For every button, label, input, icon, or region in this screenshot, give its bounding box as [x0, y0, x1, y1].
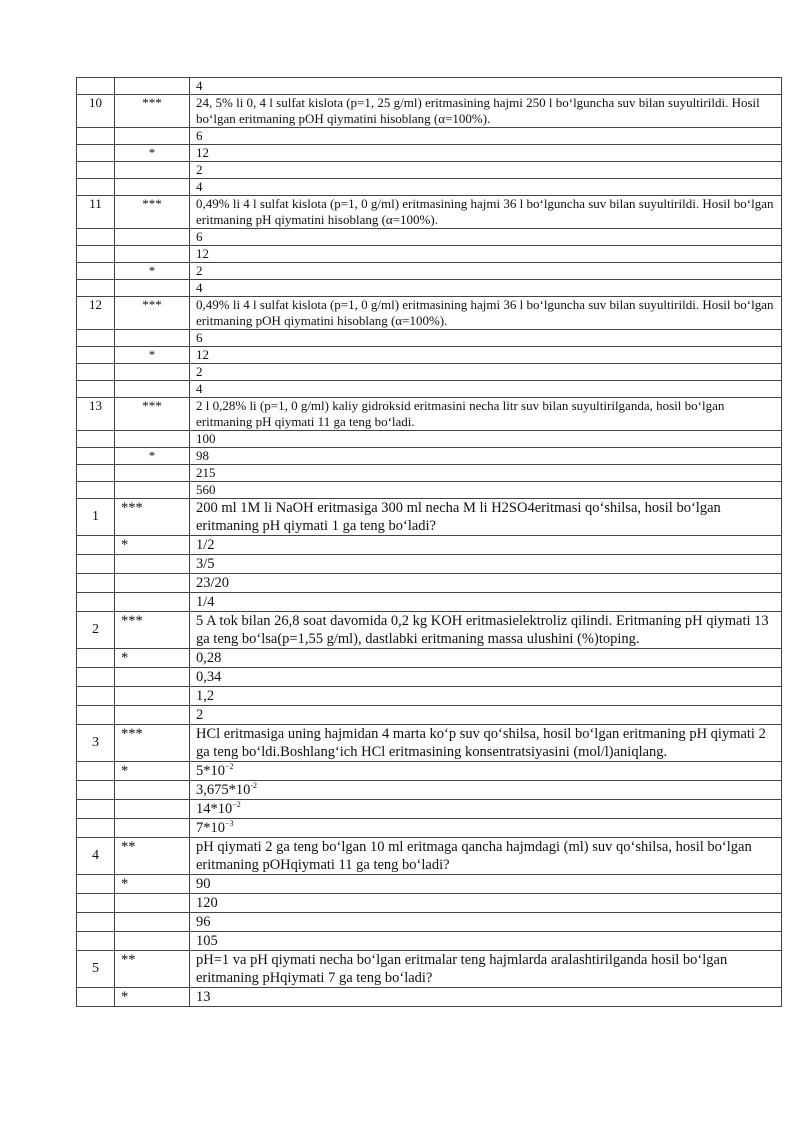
row-text-value: 4 — [196, 78, 203, 93]
table-row — [77, 465, 782, 482]
row-text — [190, 838, 782, 875]
row-text — [190, 781, 782, 800]
row-text — [190, 381, 782, 398]
row-text-value: 200 ml 1M li NaOH eritmasiga 300 ml necha M li H2SO4eritmasi qo‘shilsa, hosil bo‘lgan eritmaning pH qiymati 1 ga teng bo‘ladi? — [196, 500, 721, 534]
question-number — [77, 536, 115, 555]
row-text-value: 1/4 — [196, 594, 215, 610]
difficulty-mark: * — [115, 875, 190, 894]
row-text — [190, 347, 782, 364]
question-number — [77, 555, 115, 574]
row-text — [190, 128, 782, 145]
table-row — [77, 725, 782, 762]
table-row — [77, 800, 782, 819]
table-row — [77, 781, 782, 800]
row-text-value: 6 — [196, 229, 203, 244]
question-number: 10 — [77, 95, 115, 128]
question-number: 12 — [77, 297, 115, 330]
question-number — [77, 762, 115, 781]
row-text — [190, 145, 782, 162]
row-text-value: 7*10 — [196, 820, 225, 836]
row-text — [190, 95, 782, 128]
table-row — [77, 196, 782, 229]
difficulty-mark: * — [115, 145, 190, 162]
table-row — [77, 706, 782, 725]
row-text — [190, 762, 782, 781]
question-number — [77, 263, 115, 280]
question-number — [77, 706, 115, 725]
difficulty-mark — [115, 932, 190, 951]
row-text — [190, 78, 782, 95]
row-text-value: 13 — [196, 989, 211, 1005]
difficulty-mark — [115, 706, 190, 725]
row-text-value: 1,2 — [196, 688, 215, 704]
row-text-value: pH=1 va pH qiymati necha bo‘lgan eritmalar teng hajmlarda aralashtirilganda hosil bo‘lgan eritmaning pHqiymati 7 ga teng bo‘ladi? — [196, 952, 728, 986]
difficulty-mark — [115, 894, 190, 913]
row-text-value: 100 — [196, 431, 216, 446]
row-text — [190, 819, 782, 838]
row-text — [190, 894, 782, 913]
difficulty-mark: * — [115, 762, 190, 781]
question-number: 5 — [77, 951, 115, 988]
difficulty-mark — [115, 364, 190, 381]
row-text-value: pH qiymati 2 ga teng bo‘lgan 10 ml eritmaga qancha hajmdagi (ml) suv qo‘shilsa, hosil bo‘lgan eritmaning pOHqiymati 11 ga teng bo‘ladi? — [196, 839, 752, 873]
row-text-value: 4 — [196, 381, 203, 396]
difficulty-mark: * — [115, 263, 190, 280]
question-number — [77, 800, 115, 819]
row-text — [190, 499, 782, 536]
difficulty-mark — [115, 574, 190, 593]
questions-section-a — [77, 78, 782, 499]
difficulty-mark — [115, 280, 190, 297]
question-number: 11 — [77, 196, 115, 229]
row-text-value: 90 — [196, 876, 211, 892]
row-text — [190, 364, 782, 381]
question-number — [77, 229, 115, 246]
table-row — [77, 179, 782, 196]
question-number — [77, 668, 115, 687]
exponent: −3 — [225, 819, 234, 829]
row-text — [190, 593, 782, 612]
table-row — [77, 762, 782, 781]
question-number — [77, 128, 115, 145]
row-text-value: 4 — [196, 280, 203, 295]
question-number — [77, 448, 115, 465]
question-number — [77, 819, 115, 838]
row-text — [190, 725, 782, 762]
difficulty-mark — [115, 78, 190, 95]
row-text — [190, 706, 782, 725]
row-text — [190, 448, 782, 465]
table-row — [77, 687, 782, 706]
question-number: 3 — [77, 725, 115, 762]
row-text-value: 12 — [196, 145, 209, 160]
table-row — [77, 246, 782, 263]
row-text-value: HCl eritmasiga uning hajmidan 4 marta ko‘p suv qo‘shilsa, hosil bo‘lgan eritmaning pH qiymati 2 ga teng bo‘ldi.Boshlang‘ich HCl eritmasining konsentratsiyasini (mol/l)aniqlang. — [196, 726, 766, 760]
difficulty-mark: * — [115, 347, 190, 364]
table-row — [77, 668, 782, 687]
question-number — [77, 179, 115, 196]
row-text-value: 96 — [196, 914, 211, 930]
question-number — [77, 347, 115, 364]
difficulty-mark — [115, 179, 190, 196]
row-text — [190, 280, 782, 297]
question-number — [77, 465, 115, 482]
difficulty-mark: * — [115, 649, 190, 668]
difficulty-mark — [115, 431, 190, 448]
row-text — [190, 932, 782, 951]
exponent: -2 — [250, 781, 258, 791]
table-row — [77, 280, 782, 297]
table-row — [77, 499, 782, 536]
row-text — [190, 555, 782, 574]
question-number — [77, 687, 115, 706]
question-number — [77, 913, 115, 932]
row-text — [190, 229, 782, 246]
table-row — [77, 612, 782, 649]
difficulty-mark: *** — [115, 612, 190, 649]
table-row — [77, 78, 782, 95]
row-text-value: 2 — [196, 263, 203, 278]
difficulty-mark — [115, 781, 190, 800]
difficulty-mark: *** — [115, 398, 190, 431]
question-number: 1 — [77, 499, 115, 536]
table-row — [77, 330, 782, 347]
question-number — [77, 875, 115, 894]
row-text-value: 3,675*10 — [196, 782, 251, 798]
row-text — [190, 465, 782, 482]
table-row — [77, 448, 782, 465]
question-number — [77, 364, 115, 381]
table-row — [77, 229, 782, 246]
row-text — [190, 875, 782, 894]
row-text-value: 5*10 — [196, 763, 225, 779]
exponent: −2 — [225, 762, 234, 772]
questions-section-b — [77, 499, 782, 1007]
question-number — [77, 330, 115, 347]
difficulty-mark — [115, 229, 190, 246]
table-row — [77, 398, 782, 431]
row-text-value: 3/5 — [196, 556, 215, 572]
difficulty-mark: * — [115, 448, 190, 465]
row-text — [190, 951, 782, 988]
difficulty-mark — [115, 555, 190, 574]
question-number — [77, 78, 115, 95]
difficulty-mark: *** — [115, 725, 190, 762]
row-text-value: 0,28 — [196, 650, 222, 666]
difficulty-mark — [115, 687, 190, 706]
difficulty-mark — [115, 330, 190, 347]
difficulty-mark: *** — [115, 196, 190, 229]
question-number — [77, 574, 115, 593]
table-row — [77, 593, 782, 612]
question-number — [77, 381, 115, 398]
question-number — [77, 593, 115, 612]
row-text — [190, 297, 782, 330]
difficulty-mark: *** — [115, 95, 190, 128]
row-text-value: 1/2 — [196, 537, 215, 553]
row-text — [190, 482, 782, 499]
table-row — [77, 347, 782, 364]
table-row — [77, 263, 782, 280]
question-number — [77, 988, 115, 1007]
table-row — [77, 838, 782, 875]
table-row — [77, 381, 782, 398]
table-row — [77, 95, 782, 128]
row-text — [190, 649, 782, 668]
table-row — [77, 819, 782, 838]
question-number — [77, 781, 115, 800]
row-text-value: 14*10 — [196, 801, 233, 817]
question-number — [77, 431, 115, 448]
row-text — [190, 612, 782, 649]
question-number — [77, 932, 115, 951]
table-row — [77, 482, 782, 499]
table-row — [77, 431, 782, 448]
difficulty-mark — [115, 246, 190, 263]
table-row — [77, 649, 782, 668]
difficulty-mark: *** — [115, 297, 190, 330]
difficulty-mark — [115, 800, 190, 819]
table-row — [77, 364, 782, 381]
row-text-value: 4 — [196, 179, 203, 194]
difficulty-mark: *** — [115, 499, 190, 536]
row-text — [190, 263, 782, 280]
row-text-value: 2 — [196, 707, 204, 723]
row-text — [190, 687, 782, 706]
question-number — [77, 246, 115, 263]
row-text — [190, 330, 782, 347]
difficulty-mark — [115, 668, 190, 687]
difficulty-mark: ** — [115, 838, 190, 875]
row-text-value: 6 — [196, 330, 203, 345]
table-row — [77, 574, 782, 593]
table-row — [77, 894, 782, 913]
row-text-value: 12 — [196, 246, 209, 261]
question-number — [77, 280, 115, 297]
row-text-value: 0,49% li 4 l sulfat kislota (p=1, 0 g/ml) eritmasining hajmi 36 l bo‘lguncha suv bilan suyultirildi. Hosil bo‘lgan eritmaning pOH qiymatini hisoblang (α=100%). — [196, 297, 774, 328]
row-text-value: 120 — [196, 895, 218, 911]
table-row — [77, 875, 782, 894]
question-number — [77, 162, 115, 179]
row-text — [190, 398, 782, 431]
row-text-value: 6 — [196, 128, 203, 143]
difficulty-mark — [115, 128, 190, 145]
row-text-value: 2 — [196, 162, 203, 177]
table-row — [77, 913, 782, 932]
row-text-value: 2 — [196, 364, 203, 379]
table-row — [77, 555, 782, 574]
row-text-value: 98 — [196, 448, 209, 463]
table-row — [77, 162, 782, 179]
difficulty-mark — [115, 593, 190, 612]
row-text — [190, 574, 782, 593]
difficulty-mark — [115, 482, 190, 499]
row-text — [190, 431, 782, 448]
table-row — [77, 297, 782, 330]
row-text-value: 24, 5% li 0, 4 l sulfat kislota (p=1, 25 g/ml) eritmasining hajmi 250 l bo‘lguncha suv bilan suyultirildi. Hosil bo‘lgan eritmaning pOH qiymatini hisoblang (α=100%). — [196, 95, 760, 126]
row-text-value: 5 A tok bilan 26,8 soat davomida 0,2 kg KOH eritmasielektroliz qilindi. Eritmaning pH qiymati 13 ga teng bo‘lsa(p=1,55 g/ml), dastlabki eritmaning massa ulushini (%)toping. — [196, 613, 769, 647]
exponent: −2 — [232, 800, 241, 810]
question-number — [77, 482, 115, 499]
row-text-value: 2 l 0,28% li (p=1, 0 g/ml) kaliy gidroksid eritmasini necha litr suv bilan suyultirilganda, hosil bo‘lgan eritmaning pH qiymati 11 ga teng bo‘ladi. — [196, 398, 725, 429]
question-number: 13 — [77, 398, 115, 431]
row-text-value: 0,49% li 4 l sulfat kislota (p=1, 0 g/ml) eritmasining hajmi 36 l bo‘lguncha suv bilan suyultirildi. Hosil bo‘lgan eritmaning pH qiymatini hisoblang (α=100%). — [196, 196, 774, 227]
row-text-value: 0,34 — [196, 669, 222, 685]
row-text — [190, 988, 782, 1007]
question-number — [77, 145, 115, 162]
table-row — [77, 988, 782, 1007]
difficulty-mark: ** — [115, 951, 190, 988]
difficulty-mark — [115, 162, 190, 179]
difficulty-mark: * — [115, 536, 190, 555]
row-text — [190, 913, 782, 932]
table-row — [77, 145, 782, 162]
table-row — [77, 932, 782, 951]
question-number: 2 — [77, 612, 115, 649]
difficulty-mark: * — [115, 988, 190, 1007]
row-text-value: 215 — [196, 465, 216, 480]
question-number — [77, 649, 115, 668]
row-text — [190, 162, 782, 179]
row-text-value: 12 — [196, 347, 209, 362]
question-number: 4 — [77, 838, 115, 875]
row-text-value: 560 — [196, 482, 216, 497]
row-text — [190, 800, 782, 819]
row-text — [190, 179, 782, 196]
table-row — [77, 951, 782, 988]
table-row — [77, 128, 782, 145]
row-text — [190, 536, 782, 555]
difficulty-mark — [115, 381, 190, 398]
difficulty-mark — [115, 913, 190, 932]
row-text — [190, 196, 782, 229]
table-row — [77, 536, 782, 555]
question-table — [76, 77, 782, 1007]
row-text — [190, 668, 782, 687]
difficulty-mark — [115, 819, 190, 838]
row-text — [190, 246, 782, 263]
difficulty-mark — [115, 465, 190, 482]
row-text-value: 105 — [196, 933, 218, 949]
question-number — [77, 894, 115, 913]
row-text-value: 23/20 — [196, 575, 230, 591]
